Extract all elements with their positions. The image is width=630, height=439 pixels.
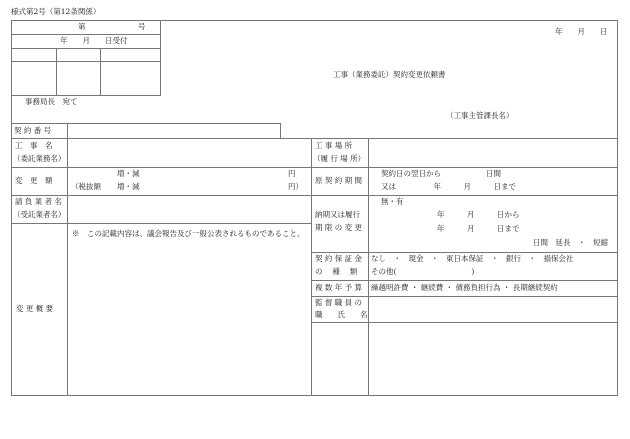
deposit-other: その他( ) [371,267,475,276]
amount-increase-decrease: 増・減 [117,169,140,178]
work-name-label: 工 事 名 [15,141,53,150]
original-period-label: 原 契 約 期 間 [315,176,363,185]
deadline-until: 年 月 日まで [437,224,520,233]
deposit-options: なし ・ 現金 ・ 東日本保証 ・ 銀行 ・ 損保会社 [371,254,574,263]
divider [11,48,161,49]
work-name-field[interactable] [68,139,310,166]
change-amount-label: 変 更 額 [15,176,53,185]
original-period-line2: 又は 年 月 日まで [381,182,516,191]
contractor-field[interactable] [68,196,310,222]
tax-excluded-label: （税抜額 [71,182,101,191]
multi-year-options: 繰越明許費 ・ 継続費 ・ 債務負担行為 ・ 長期継続契約 [371,283,558,292]
location-field[interactable] [369,139,617,166]
location-sublabel: （履 行 場 所） [313,154,366,163]
change-summary-field[interactable] [68,240,310,395]
tax-excluded-yen: 円） [288,182,303,191]
divider [11,95,161,96]
deadline-change-label: 納期又は履行 [315,210,360,219]
date: 年 月 日 [555,27,608,36]
divider [311,322,618,323]
deadline-extend-shorten: 日間 延長 ・ 短縮 [533,238,608,247]
divider [311,280,618,281]
receipt-date: 年 月 日受付 [60,36,128,45]
divider [11,34,161,35]
tax-excluded-increase-decrease: 増・減 [117,182,140,191]
supervisor-field[interactable] [369,297,617,321]
divider [100,48,101,96]
amount-yen: 円 [288,169,296,178]
supervisor-sublabel: 職 氏 名 [315,310,368,319]
contractor-sublabel: （受託業者名） [13,210,66,219]
document-title: 工事（業務委託）契約変更依頼書 [333,70,446,79]
contract-number-label: 契 約 番 号 [14,126,52,135]
deposit-label: 契 約 保 証 金 [315,254,363,263]
deadline-change-sublabel: 期 限 の 変 更 [315,223,363,232]
contractor-label: 請 負 業 者 名 [15,197,63,206]
divider [11,61,161,62]
receipt-number: 第 号 [78,22,146,31]
original-period-line1: 契約日の翌日から 日間 [381,169,501,178]
divider [160,20,161,96]
supervisor-label: 監 督 職 員 の [315,298,363,307]
disclosure-note: ※ この記載内容は、議会報告及び一般公表されるものであること。 [72,229,305,238]
change-summary-label: 変 更 概 要 [16,304,54,313]
deadline-from: 年 月 日から [437,210,520,219]
divider [56,48,57,96]
deadline-yes-no: 無・有 [381,197,404,206]
divider [11,167,618,168]
location-label: 工 事 場 所 [315,141,353,150]
divider [11,223,311,224]
divider [311,252,618,253]
work-name-sublabel: （委託業務名） [13,154,66,163]
multi-year-label: 複 数 年 予 算 [315,283,363,292]
sender: （工事主管課長名） [446,111,514,120]
divider [368,138,369,396]
form-number: 様式第2号（第12条関係） [11,7,101,16]
addressee: 事務局長 宛て [25,97,78,106]
deposit-sublabel: の 種 類 [315,267,358,276]
contract-number-field[interactable] [68,124,280,138]
divider [311,138,312,396]
